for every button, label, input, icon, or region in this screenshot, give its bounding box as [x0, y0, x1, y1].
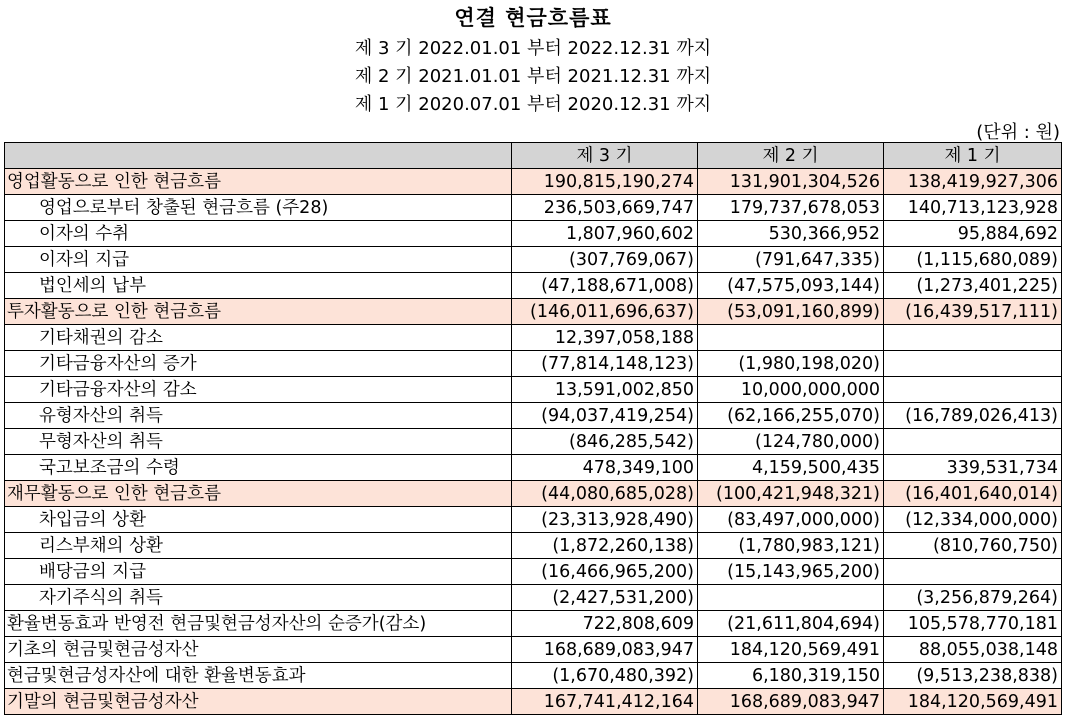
row-label: 기말의 현금및현금성자산	[5, 689, 512, 715]
row-label: 이자의 지급	[5, 247, 512, 273]
cell-period-3: (1,872,260,138)	[512, 533, 698, 559]
cell-period-3: (307,769,067)	[512, 247, 698, 273]
row-label: 기타금융자산의 증가	[5, 351, 512, 377]
period-line-3: 제 3 기 2022.01.01 부터 2022.12.31 까지	[354, 38, 712, 59]
cell-period-2: (100,421,948,321)	[698, 481, 884, 507]
row-label: 국고보조금의 수령	[5, 455, 512, 481]
row-label: 차입금의 상환	[5, 507, 512, 533]
row-label: 기타금융자산의 감소	[5, 377, 512, 403]
cell-period-2: (1,780,983,121)	[698, 533, 884, 559]
cell-period-2: (62,166,255,070)	[698, 403, 884, 429]
row-label: 투자활동으로 인한 현금흐름	[5, 299, 512, 325]
cell-period-3: (47,188,671,008)	[512, 273, 698, 299]
cell-period-2: 131,901,304,526	[698, 169, 884, 195]
cell-period-3: (846,285,542)	[512, 429, 698, 455]
cell-period-1: 88,055,038,148	[884, 637, 1062, 663]
cell-period-1: (16,789,026,413)	[884, 403, 1062, 429]
cell-period-2: (124,780,000)	[698, 429, 884, 455]
cell-period-1	[884, 351, 1062, 377]
cell-period-1: (12,334,000,000)	[884, 507, 1062, 533]
period-line-2: 제 2 기 2021.01.01 부터 2021.12.31 까지	[354, 66, 712, 87]
cell-period-3: 168,689,083,947	[512, 637, 698, 663]
row-label: 법인세의 납부	[5, 273, 512, 299]
table-row	[5, 637, 1062, 663]
cell-period-1	[884, 429, 1062, 455]
cell-period-1	[884, 559, 1062, 585]
cell-period-1: 95,884,692	[884, 221, 1062, 247]
table-row	[5, 507, 1062, 533]
cell-period-2: 168,689,083,947	[698, 689, 884, 715]
table-row	[5, 663, 1062, 689]
row-label: 자기주식의 취득	[5, 585, 512, 611]
row-label: 영업으로부터 창출된 현금흐름 (주28)	[5, 195, 512, 221]
column-header-period-1: 제 1 기	[884, 143, 1062, 169]
cell-period-2: 10,000,000,000	[698, 377, 884, 403]
cell-period-3: 167,741,412,164	[512, 689, 698, 715]
cell-period-2	[698, 585, 884, 611]
cell-period-2: 6,180,319,150	[698, 663, 884, 689]
period-line-1: 제 1 기 2020.07.01 부터 2020.12.31 까지	[354, 94, 712, 115]
cell-period-3: (146,011,696,637)	[512, 299, 698, 325]
table-row	[5, 325, 1062, 351]
cell-period-3: (23,313,928,490)	[512, 507, 698, 533]
row-label: 환율변동효과 반영전 현금및현금성자산의 순증가(감소)	[5, 611, 512, 637]
cell-period-1: (9,513,238,838)	[884, 663, 1062, 689]
cell-period-2: (15,143,965,200)	[698, 559, 884, 585]
table-row	[5, 195, 1062, 221]
table-section-row	[5, 481, 1062, 507]
table-section-row	[5, 689, 1062, 715]
table-row	[5, 429, 1062, 455]
row-label: 기초의 현금및현금성자산	[5, 637, 512, 663]
row-label: 이자의 수취	[5, 221, 512, 247]
column-header-label	[5, 143, 512, 169]
table-row	[5, 247, 1062, 273]
table-row	[5, 273, 1062, 299]
cell-period-1: (810,760,750)	[884, 533, 1062, 559]
cell-period-3: 236,503,669,747	[512, 195, 698, 221]
statement-title: 연결 현금흐름표	[454, 6, 612, 30]
row-label: 배당금의 지급	[5, 559, 512, 585]
cell-period-2: 4,159,500,435	[698, 455, 884, 481]
cell-period-2: (21,611,804,694)	[698, 611, 884, 637]
cell-period-1: 140,713,123,928	[884, 195, 1062, 221]
table-section-row	[5, 169, 1062, 195]
table-row	[5, 559, 1062, 585]
cell-period-3: 13,591,002,850	[512, 377, 698, 403]
cell-period-1	[884, 377, 1062, 403]
cell-period-1: 184,120,569,491	[884, 689, 1062, 715]
cell-period-3: (94,037,419,254)	[512, 403, 698, 429]
unit-label: (단위 : 원)	[976, 122, 1060, 143]
cell-period-1: 138,419,927,306	[884, 169, 1062, 195]
cell-period-1: (16,439,517,111)	[884, 299, 1062, 325]
column-header-period-3: 제 3 기	[512, 143, 698, 169]
cell-period-1: (3,256,879,264)	[884, 585, 1062, 611]
cell-period-2: 530,366,952	[698, 221, 884, 247]
cell-period-3: (77,814,148,123)	[512, 351, 698, 377]
cash-flow-table	[4, 142, 1062, 715]
cell-period-2: (1,980,198,020)	[698, 351, 884, 377]
row-label: 리스부채의 상환	[5, 533, 512, 559]
cell-period-3: (44,080,685,028)	[512, 481, 698, 507]
cell-period-1: (1,273,401,225)	[884, 273, 1062, 299]
table-row	[5, 611, 1062, 637]
table-row	[5, 221, 1062, 247]
cell-period-3: 478,349,100	[512, 455, 698, 481]
cell-period-3: (2,427,531,200)	[512, 585, 698, 611]
cell-period-3: 190,815,190,274	[512, 169, 698, 195]
cell-period-3: 1,807,960,602	[512, 221, 698, 247]
cell-period-2: (791,647,335)	[698, 247, 884, 273]
cell-period-2	[698, 325, 884, 351]
row-label: 현금및현금성자산에 대한 환율변동효과	[5, 663, 512, 689]
table-row	[5, 533, 1062, 559]
row-label: 유형자산의 취득	[5, 403, 512, 429]
cell-period-2: (53,091,160,899)	[698, 299, 884, 325]
row-label: 기타채권의 감소	[5, 325, 512, 351]
table-row	[5, 455, 1062, 481]
cell-period-3: 722,808,609	[512, 611, 698, 637]
row-label: 무형자산의 취득	[5, 429, 512, 455]
row-label: 재무활동으로 인한 현금흐름	[5, 481, 512, 507]
table-row	[5, 585, 1062, 611]
table-row	[5, 351, 1062, 377]
row-label: 영업활동으로 인한 현금흐름	[5, 169, 512, 195]
cell-period-3: (16,466,965,200)	[512, 559, 698, 585]
cell-period-1: 105,578,770,181	[884, 611, 1062, 637]
cell-period-1: (1,115,680,089)	[884, 247, 1062, 273]
table-row	[5, 403, 1062, 429]
cell-period-2: (83,497,000,000)	[698, 507, 884, 533]
cell-period-3: (1,670,480,392)	[512, 663, 698, 689]
table-header-row	[5, 143, 1062, 169]
cell-period-3: 12,397,058,188	[512, 325, 698, 351]
table-row	[5, 377, 1062, 403]
column-header-period-2: 제 2 기	[698, 143, 884, 169]
cell-period-2: (47,575,093,144)	[698, 273, 884, 299]
cell-period-1: (16,401,640,014)	[884, 481, 1062, 507]
table-section-row	[5, 299, 1062, 325]
cell-period-2: 179,737,678,053	[698, 195, 884, 221]
cell-period-1	[884, 325, 1062, 351]
cell-period-2: 184,120,569,491	[698, 637, 884, 663]
cell-period-1: 339,531,734	[884, 455, 1062, 481]
